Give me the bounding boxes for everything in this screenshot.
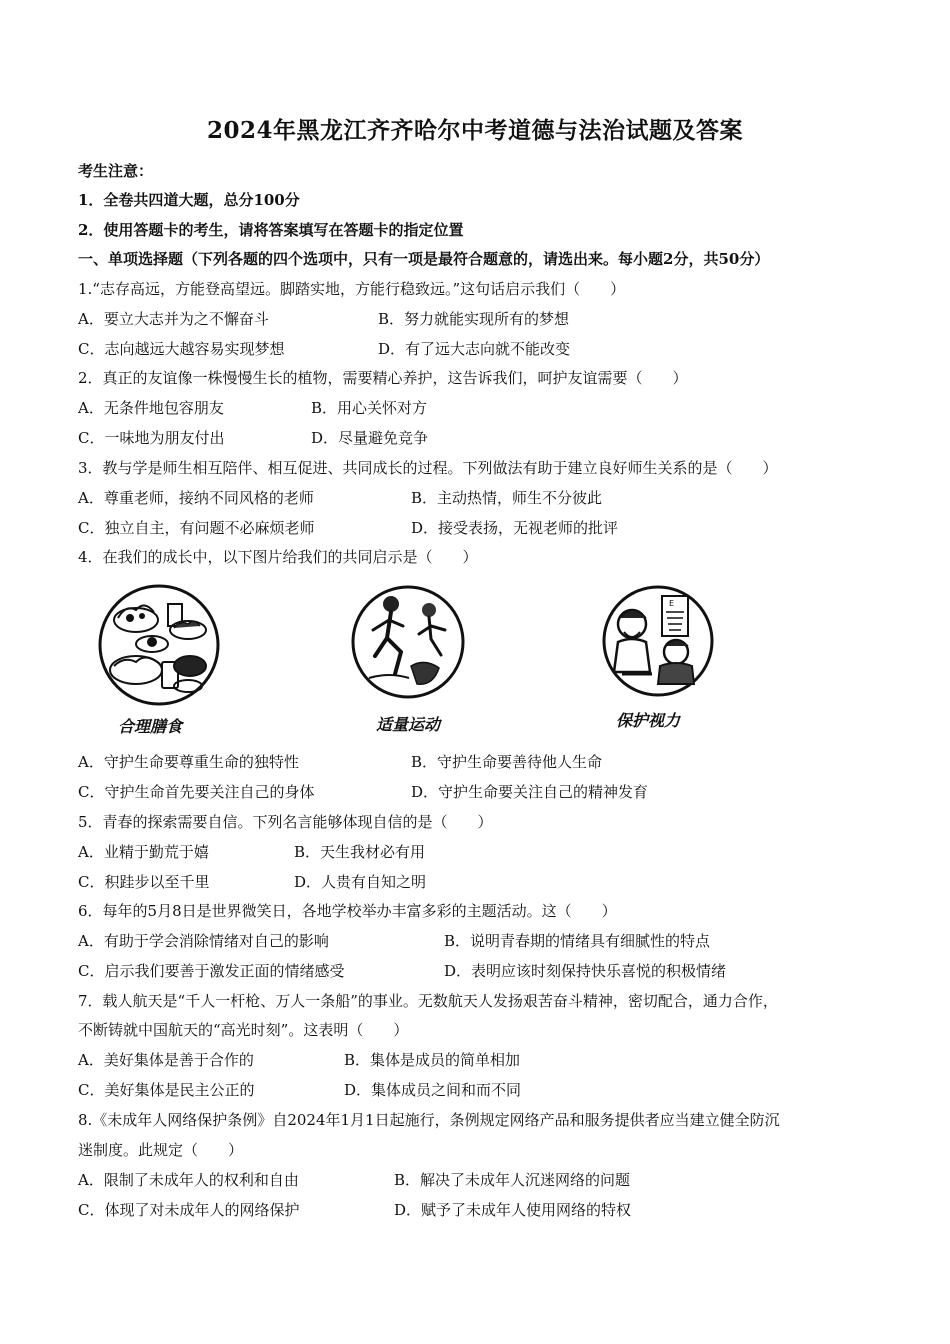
option-b: B．用心关怀对方 (311, 399, 428, 417)
option-d: D．尽量避免竞争 (311, 429, 429, 447)
meal-icon (96, 582, 222, 708)
option-b: B．守护生命要善待他人生命 (411, 753, 603, 771)
question-stem: 1.“志存高远，方能登高望远。脚踏实地，方能行稳致远。”这句话启示我们（ ） (78, 280, 626, 298)
option-b: B．说明青春期的情绪具有细腻性的特点 (444, 932, 711, 950)
option-d: D．集体成员之间和而不同 (344, 1081, 522, 1099)
option-c: C．一味地为朋友付出 (78, 429, 225, 447)
option-a: A．有助于学会消除情绪对自己的影响 (78, 932, 329, 950)
question-stem: 8.《未成年人网络保护条例》自2024年1月1日起施行，条例规定网络产品和服务提供者应当建立健全防沉 (78, 1111, 780, 1129)
option-d: D．接受表扬，无视老师的批评 (411, 519, 619, 537)
question-stem: 3．教与学是师生相互陪伴、相互促进、共同成长的过程。下列做法有助于建立良好师生关系的是（ ） (78, 459, 778, 477)
option-a: A．要立大志并为之不懈奋斗 (78, 310, 269, 328)
option-c: C．美好集体是民主公正的 (78, 1081, 255, 1099)
option-d: D．有了远大志向就不能改变 (378, 340, 571, 358)
question-stem: 5．青春的探索需要自信。下列名言能够体现自信的是（ ） (78, 813, 493, 831)
option-a: A．无条件地包容朋友 (78, 399, 224, 417)
option-c: C．积跬步以至千里 (78, 873, 210, 891)
figure-caption: 合理膳食 (118, 717, 183, 736)
option-d: D．人贵有自知之明 (294, 873, 427, 891)
option-c: C．启示我们要善于激发正面的情绪感受 (78, 962, 345, 980)
option-b: B．主动热情，师生不分彼此 (411, 489, 603, 507)
notice-heading: 考生注意： (78, 162, 154, 180)
svg-text:E: E (669, 599, 675, 608)
option-b: B．集体是成员的简单相加 (344, 1051, 521, 1069)
option-b: B．天生我材必有用 (294, 843, 426, 861)
eyesight-icon (600, 582, 716, 700)
option-a: A．业精于勤荒于嬉 (78, 843, 209, 861)
option-a: A．尊重老师，接纳不同风格的老师 (78, 489, 314, 507)
option-a: A．守护生命要尊重生命的独特性 (78, 753, 299, 771)
question-stem: 7．载人航天是“千人一杆枪、万人一条船”的事业。无数航天人发扬艰苦奋斗精神，密切配合，通力合作， (78, 992, 778, 1010)
option-c: C．志向越远大越容易实现梦想 (78, 340, 285, 358)
question-stem: 迷制度。此规定（ ） (78, 1141, 244, 1159)
notice-item: 1．全卷共四道大题，总分100分 (78, 191, 300, 209)
option-a: A．限制了未成年人的权利和自由 (78, 1171, 299, 1189)
figure-caption: 适量运动 (376, 715, 441, 734)
option-d: D．守护生命要关注自己的精神发育 (411, 783, 649, 801)
notice-item: 2．使用答题卡的考生，请将答案填写在答题卡的指定位置 (78, 221, 464, 239)
question-stem: 不断铸就中国航天的“高光时刻”。这表明（ ） (78, 1021, 409, 1039)
option-d: D．赋予了未成年人使用网络的特权 (394, 1201, 632, 1219)
option-c: C．独立自主，有问题不必麻烦老师 (78, 519, 315, 537)
page-title: 2024年黑龙江齐齐哈尔中考道德与法治试题及答案 (206, 117, 743, 144)
section-heading: 一、单项选择题（下列各题的四个选项中，只有一项是最符合题意的，请选出来。每小题2分，共50分） (78, 250, 770, 268)
option-a: A．美好集体是善于合作的 (78, 1051, 254, 1069)
option-b: B．努力就能实现所有的梦想 (378, 310, 570, 328)
figure-caption: 保护视力 (616, 711, 681, 730)
option-b: B．解决了未成年人沉迷网络的问题 (394, 1171, 631, 1189)
question-stem: 4．在我们的成长中，以下图片给我们的共同启示是（ ） (78, 548, 478, 566)
question-stem: 2．真正的友谊像一株慢慢生长的植物，需要精心养护，这告诉我们，呵护友谊需要（ ） (78, 369, 688, 387)
exercise-icon (349, 582, 467, 702)
option-c: C．体现了对未成年人的网络保护 (78, 1201, 300, 1219)
option-d: D．表明应该时刻保持快乐喜悦的积极情绪 (444, 962, 727, 980)
question-stem: 6．每年的5月8日是世界微笑日，各地学校举办丰富多彩的主题活动。这（ ） (78, 902, 617, 920)
option-c: C．守护生命首先要关注自己的身体 (78, 783, 315, 801)
